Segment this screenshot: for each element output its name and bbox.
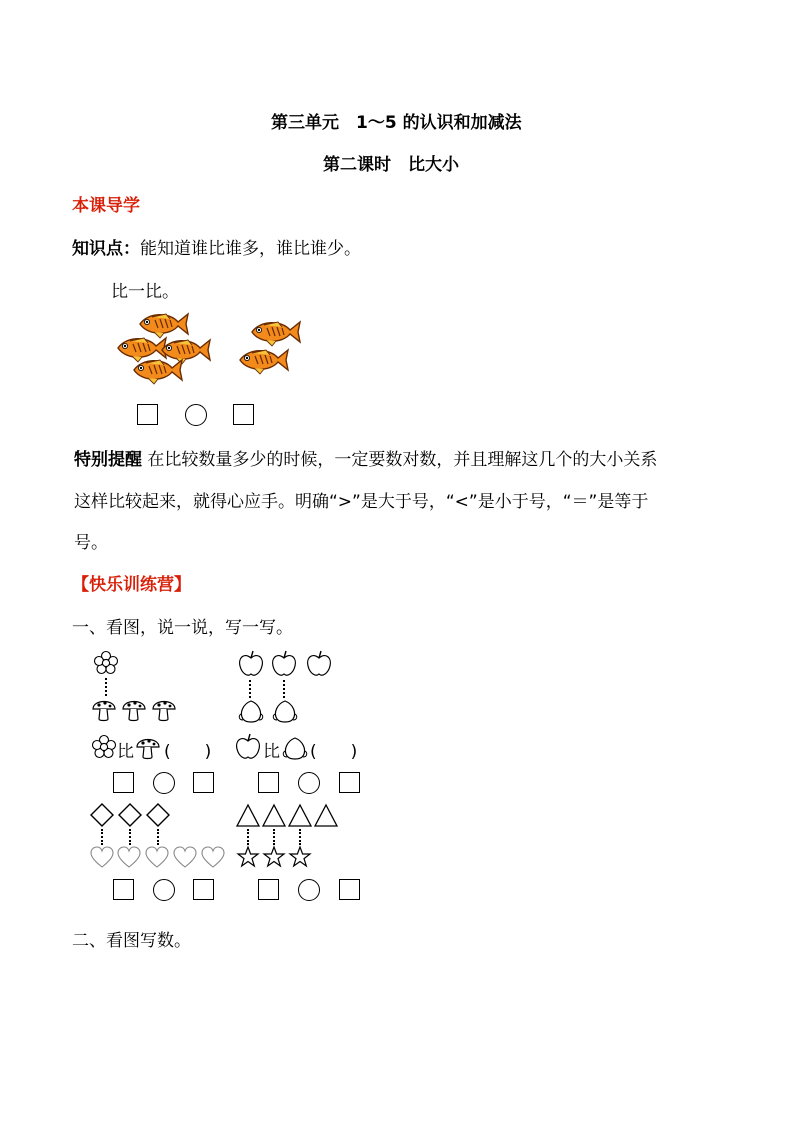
guide-heading: 本课导学 (72, 196, 140, 216)
triangle-row (236, 804, 346, 828)
flower-icon (94, 651, 118, 675)
goldfish-icon (134, 360, 182, 384)
goldfish-icon (118, 338, 166, 362)
answer-box[interactable] (113, 879, 134, 900)
triangle-icon (263, 805, 285, 826)
match-line (157, 829, 159, 845)
tip-line-3: 号。 (74, 533, 108, 553)
answer-box[interactable] (339, 879, 360, 900)
match-line (129, 829, 131, 845)
answer-box[interactable] (193, 772, 214, 793)
diamond-icon (147, 804, 169, 826)
match-line (273, 829, 275, 845)
peach-icon (239, 701, 262, 722)
answer-paren[interactable]: ( ) (310, 742, 358, 762)
heart-row (90, 846, 230, 868)
tip-text-1: 在比较数量多少的时候，一定要数对数，并且理解这几个的大小关系 (147, 450, 658, 470)
match-line (283, 680, 285, 698)
apple-icon (273, 651, 296, 675)
diamond-row (90, 803, 180, 829)
answer-box[interactable] (233, 404, 254, 425)
answer-box[interactable] (137, 404, 158, 425)
heart-icon (91, 847, 113, 867)
apple-icon (240, 651, 263, 675)
triangle-icon (237, 805, 259, 826)
mushroom-row (90, 697, 180, 723)
answer-paren[interactable]: ( ) (164, 742, 212, 762)
peach-icon (283, 735, 309, 761)
star-icon (290, 847, 310, 866)
lesson-title: 第二课时 比大小 (323, 155, 459, 175)
question-1: 一、看图，说一说，写一写。 (72, 618, 293, 638)
triangle-icon (289, 805, 311, 826)
heart-icon (118, 847, 140, 867)
knowledge-label: 知识点： (72, 239, 140, 259)
match-line (249, 680, 251, 698)
heart-icon (174, 847, 196, 867)
tip-label: 特别提醒 (74, 450, 142, 470)
knowledge-text: 能知道谁比谁多，谁比谁少。 (140, 239, 361, 259)
practice-heading: 【快乐训练营】 (72, 575, 191, 595)
apple-icon (235, 733, 261, 761)
answer-circle[interactable] (153, 879, 175, 901)
match-line (101, 829, 103, 845)
fish-group (110, 308, 350, 388)
peach-row (237, 698, 307, 724)
goldfish-icon (162, 340, 210, 364)
answer-box[interactable] (258, 879, 279, 900)
match-line (247, 829, 249, 845)
knowledge-line (72, 234, 361, 259)
goldfish-icon (252, 322, 300, 346)
goldfish-icon (140, 314, 188, 338)
apple-row (236, 650, 336, 678)
compare-prompt: 比一比。 (111, 282, 179, 302)
star-icon (264, 847, 284, 866)
mushroom-icon (123, 701, 145, 720)
answer-circle[interactable] (298, 772, 320, 794)
tip-line-2: 这样比较起来，就得心应手。明确“>”是大于号，“<”是小于号，“＝”是等于 (74, 492, 649, 512)
match-line (299, 829, 301, 845)
triangle-icon (315, 805, 337, 826)
goldfish-icon (240, 350, 288, 374)
answer-box[interactable] (258, 772, 279, 793)
star-row (236, 845, 326, 869)
mushroom-icon (93, 701, 115, 720)
diamond-icon (91, 804, 113, 826)
answer-circle[interactable] (185, 404, 207, 426)
question-2: 二、看图写数。 (72, 931, 191, 951)
tip-line-1 (74, 445, 657, 470)
compare-word: 比 (117, 742, 134, 762)
unit-title: 第三单元 1～5 的认识和加减法 (271, 113, 522, 133)
answer-box[interactable] (113, 772, 134, 793)
heart-icon (146, 847, 168, 867)
mushroom-icon (136, 735, 162, 761)
mushroom-icon (153, 701, 175, 720)
apple-icon (308, 651, 331, 675)
match-line (105, 678, 107, 696)
answer-circle[interactable] (153, 772, 175, 794)
flower-icon (92, 735, 116, 759)
answer-circle[interactable] (298, 879, 320, 901)
heart-icon (202, 847, 224, 867)
answer-box[interactable] (339, 772, 360, 793)
star-icon (238, 847, 258, 866)
compare-word: 比 (263, 742, 280, 762)
answer-box[interactable] (193, 879, 214, 900)
peach-icon (273, 701, 296, 722)
diamond-icon (119, 804, 141, 826)
